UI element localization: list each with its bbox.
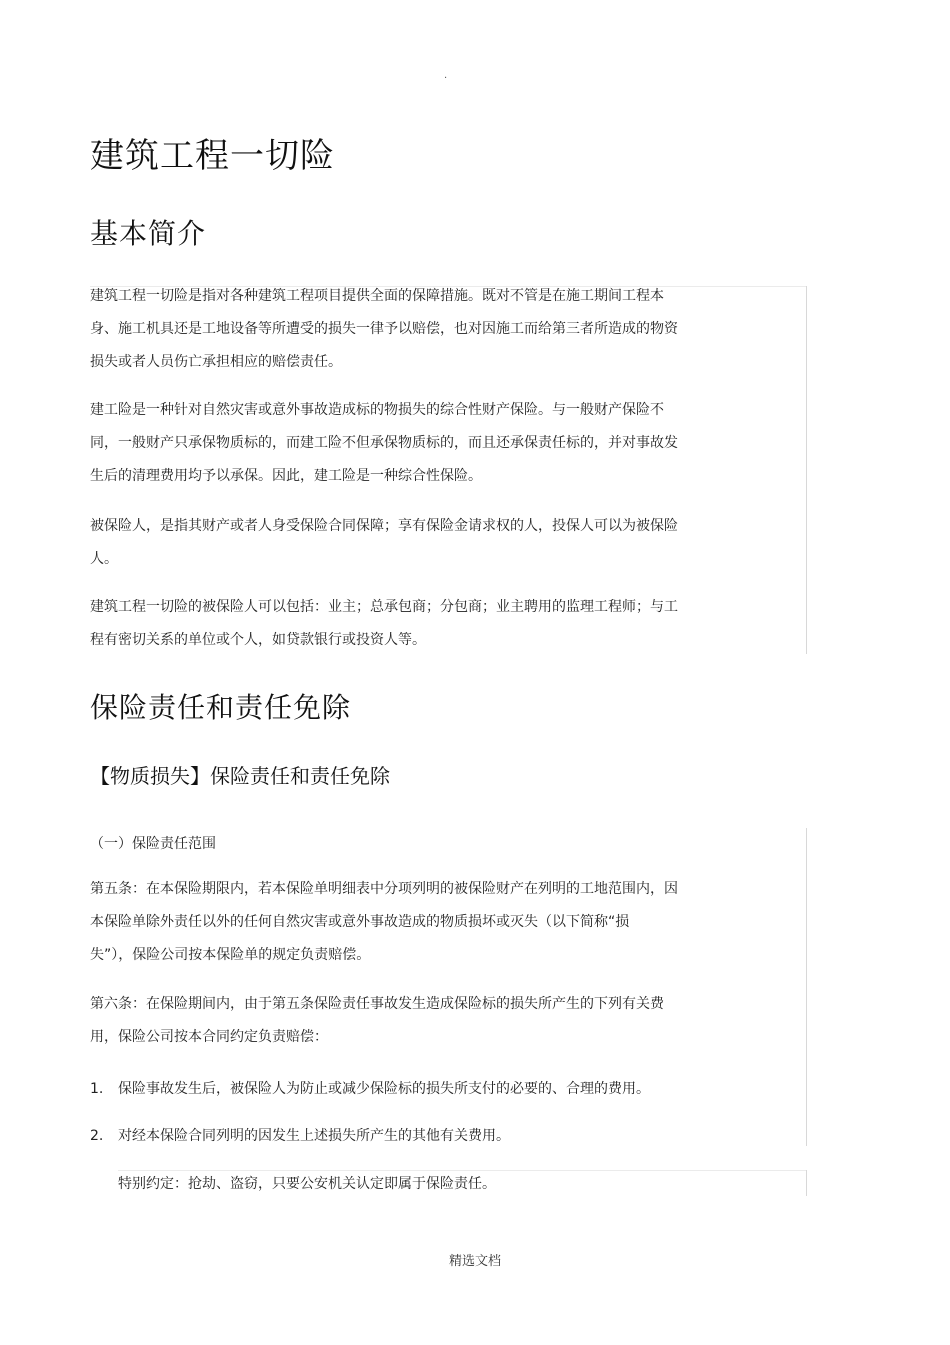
top-mark: . [444, 70, 448, 81]
frame-line-right-1 [806, 286, 807, 654]
paragraph-line: 程有密切关系的单位或个人，如贷款银行或投资人等。 [90, 632, 426, 648]
document-title: 建筑工程一切险 [90, 136, 335, 176]
paragraph-line: 同，一般财产只承保物质标的，而建工险不但承保物质标的，而且还承保责任标的，并对事故发 [90, 435, 678, 451]
paragraph-line: 人。 [90, 551, 118, 567]
paragraph-line: 建工险是一种针对自然灾害或意外事故造成标的物损失的综合性财产保险。与一般财产保险不 [90, 402, 664, 418]
article-5 [90, 873, 730, 972]
list-text: 保险事故发生后，被保险人为防止或减少保险标的损失所支付的必要的、合理的费用。 [118, 1081, 650, 1097]
paragraph-line: 建筑工程一切险的被保险人可以包括：业主；总承包商；分包商；业主聘用的监理工程师；与工 [90, 599, 678, 615]
scope-label: （一）保险责任范围 [90, 836, 216, 852]
paragraph-intro-1 [90, 280, 730, 379]
paragraph-intro-4 [90, 591, 730, 657]
frame-line-top-3 [118, 1170, 806, 1171]
list-number: 2. [90, 1128, 104, 1144]
subheading-material-loss: 【物质损失】保险责任和责任免除 [90, 764, 390, 788]
page-footer: 精选文档 [448, 1254, 501, 1269]
list-item [90, 1078, 730, 1098]
paragraph-line: 身、施工机具还是工地设备等所遭受的损失一律予以赔偿，也对因施工而给第三者所造成的物资 [90, 321, 678, 337]
special-agreement: 特别约定：抢劫、盗窃，只要公安机关认定即属于保险责任。 [118, 1176, 496, 1192]
paragraph-line: 被保险人，是指其财产或者人身受保险合同保障；享有保险金请求权的人，投保人可以为被保险 [90, 518, 678, 534]
paragraph-line: 第五条：在本保险期限内，若本保险单明细表中分项列明的被保险财产在列明的工地范围内，因 [90, 881, 678, 897]
paragraph-line: 失”），保险公司按本保险单的规定负责赔偿。 [90, 947, 371, 963]
list-number: 1. [90, 1081, 104, 1097]
paragraph-line: 用，保险公司按本合同约定负责赔偿： [90, 1029, 328, 1045]
paragraph-intro-2 [90, 394, 730, 493]
frame-line-right-3 [806, 1170, 807, 1196]
list-item [90, 1125, 730, 1145]
paragraph-line: 损失或者人员伤亡承担相应的赔偿责任。 [90, 354, 342, 370]
section-heading-intro: 基本简介 [90, 217, 207, 250]
frame-line-right-2 [806, 828, 807, 1146]
section-heading-liability: 保险责任和责任免除 [90, 691, 352, 724]
paragraph-line: 生后的清理费用均予以承保。因此，建工险是一种综合性保险。 [90, 468, 482, 484]
article-6 [90, 988, 730, 1054]
paragraph-line: 第六条：在保险期间内，由于第五条保险责任事故发生造成保险标的损失所产生的下列有关费 [90, 996, 664, 1012]
paragraph-line: 建筑工程一切险是指对各种建筑工程项目提供全面的保障措施。既对不管是在施工期间工程本 [90, 288, 664, 304]
paragraph-intro-3 [90, 510, 730, 576]
list-text: 对经本保险合同列明的因发生上述损失所产生的其他有关费用。 [118, 1128, 510, 1144]
paragraph-line: 本保险单除外责任以外的任何自然灾害或意外事故造成的物质损坏或灭失（以下简称“损 [90, 914, 630, 930]
